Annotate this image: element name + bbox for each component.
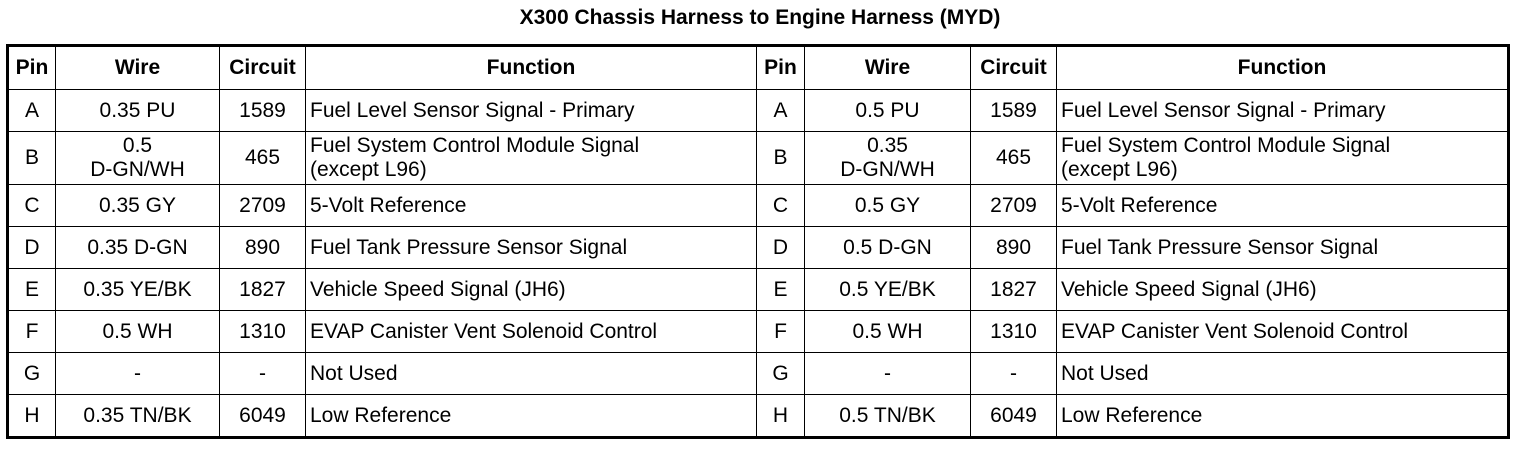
circuit-cell: 465 <box>971 132 1057 185</box>
table-row <box>8 185 1509 227</box>
circuit-cell: 6049 <box>220 395 306 438</box>
function-cell: Vehicle Speed Signal (JH6) <box>306 269 757 311</box>
function-cell: EVAP Canister Vent Solenoid Control <box>1057 311 1509 353</box>
circuit-cell: 6049 <box>971 395 1057 438</box>
circuit-cell: 1827 <box>971 269 1057 311</box>
wire-cell: 0.35 PU <box>56 90 220 132</box>
header-function: Function <box>1057 46 1509 90</box>
header-circuit: Circuit <box>971 46 1057 90</box>
circuit-cell: 1310 <box>220 311 306 353</box>
pin-cell: F <box>8 311 56 353</box>
function-cell: 5-Volt Reference <box>306 185 757 227</box>
circuit-cell: 1310 <box>971 311 1057 353</box>
function-cell: Fuel Tank Pressure Sensor Signal <box>1057 227 1509 269</box>
pin-cell: E <box>8 269 56 311</box>
table-row <box>8 132 1509 185</box>
harness-table <box>6 44 1510 439</box>
circuit-cell: 890 <box>220 227 306 269</box>
pin-cell: C <box>8 185 56 227</box>
wire-cell: 0.5 PU <box>805 90 971 132</box>
pin-cell: G <box>8 353 56 395</box>
circuit-cell: - <box>971 353 1057 395</box>
function-cell: Fuel System Control Module Signal (except L96) <box>1057 132 1509 185</box>
wire-cell: - <box>805 353 971 395</box>
function-cell: Fuel System Control Module Signal (except L96) <box>306 132 757 185</box>
function-cell: Fuel Tank Pressure Sensor Signal <box>306 227 757 269</box>
wire-cell: 0.35 D-GN <box>56 227 220 269</box>
function-cell: EVAP Canister Vent Solenoid Control <box>306 311 757 353</box>
circuit-cell: 1589 <box>971 90 1057 132</box>
circuit-cell: 465 <box>220 132 306 185</box>
circuit-cell: 1589 <box>220 90 306 132</box>
wire-cell: 0.5 YE/BK <box>805 269 971 311</box>
header-circuit: Circuit <box>220 46 306 90</box>
table-row <box>8 90 1509 132</box>
pin-cell: D <box>757 227 805 269</box>
wire-cell: 0.5 TN/BK <box>805 395 971 438</box>
wire-cell: - <box>56 353 220 395</box>
pin-cell: H <box>757 395 805 438</box>
wire-cell: 0.5 GY <box>805 185 971 227</box>
table-row <box>8 311 1509 353</box>
circuit-cell: 2709 <box>220 185 306 227</box>
wire-cell: 0.5 WH <box>805 311 971 353</box>
pin-cell: A <box>8 90 56 132</box>
wire-cell: 0.35 TN/BK <box>56 395 220 438</box>
header-pin: Pin <box>757 46 805 90</box>
function-cell: Low Reference <box>1057 395 1509 438</box>
table-row <box>8 395 1509 438</box>
circuit-cell: 890 <box>971 227 1057 269</box>
table-row <box>8 353 1509 395</box>
pin-cell: H <box>8 395 56 438</box>
table-row <box>8 227 1509 269</box>
pin-cell: G <box>757 353 805 395</box>
header-wire: Wire <box>56 46 220 90</box>
function-cell: Vehicle Speed Signal (JH6) <box>1057 269 1509 311</box>
function-cell: Not Used <box>1057 353 1509 395</box>
wire-cell: 0.35 GY <box>56 185 220 227</box>
wire-cell: 0.5 D-GN <box>805 227 971 269</box>
pin-cell: B <box>8 132 56 185</box>
circuit-cell: 1827 <box>220 269 306 311</box>
pin-cell: D <box>8 227 56 269</box>
pin-cell: F <box>757 311 805 353</box>
wire-cell: 0.5 D-GN/WH <box>56 132 220 185</box>
circuit-cell: 2709 <box>971 185 1057 227</box>
function-cell: Fuel Level Sensor Signal - Primary <box>306 90 757 132</box>
wire-cell: 0.35 D-GN/WH <box>805 132 971 185</box>
function-cell: Low Reference <box>306 395 757 438</box>
function-cell: 5-Volt Reference <box>1057 185 1509 227</box>
pin-cell: E <box>757 269 805 311</box>
circuit-cell: - <box>220 353 306 395</box>
table-title: X300 Chassis Harness to Engine Harness (MYD) <box>519 6 1001 29</box>
wire-cell: 0.35 YE/BK <box>56 269 220 311</box>
header-wire: Wire <box>805 46 971 90</box>
table-row <box>8 269 1509 311</box>
function-cell: Fuel Level Sensor Signal - Primary <box>1057 90 1509 132</box>
header-row <box>8 46 1509 90</box>
header-pin: Pin <box>8 46 56 90</box>
pin-cell: B <box>757 132 805 185</box>
function-cell: Not Used <box>306 353 757 395</box>
pin-cell: C <box>757 185 805 227</box>
header-function: Function <box>306 46 757 90</box>
wire-cell: 0.5 WH <box>56 311 220 353</box>
pin-cell: A <box>757 90 805 132</box>
